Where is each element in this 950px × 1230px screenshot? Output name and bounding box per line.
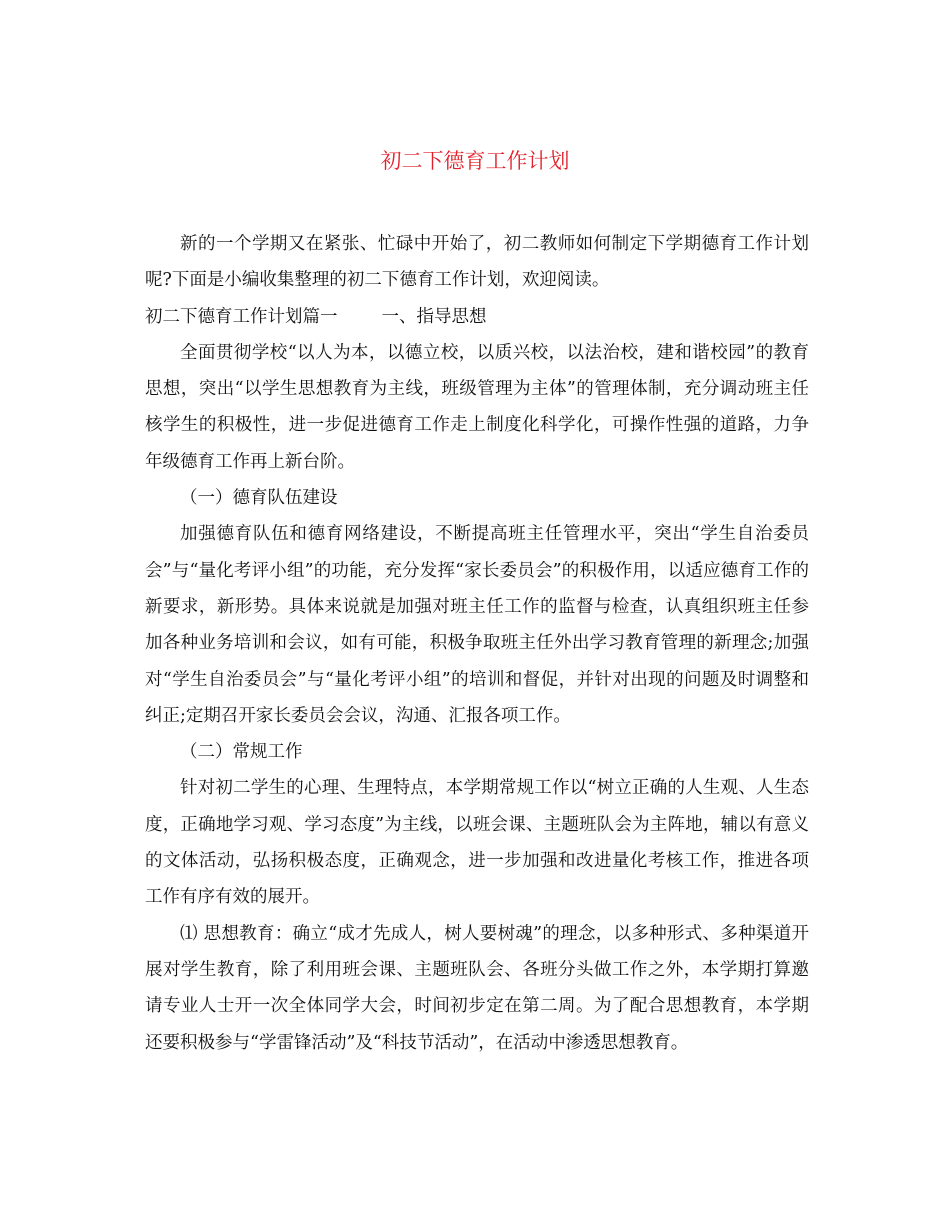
section-heading-line bbox=[145, 299, 809, 335]
guiding-paragraph: 全面贯彻学校“以人为本，以德立校，以质兴校，以法治校，建和谐校园”的教育思想，突出“以学生思想教育为主线，班级管理为主体”的管理体制，充分调动班主任核学生的积极性，进一步促进德育工作走上制度化科学化，可操作性强的道路，力争年级德育工作再上新台阶。 bbox=[145, 342, 809, 472]
intro-paragraph: 新的一个学期又在紧张、忙碌中开始了，初二教师如何制定下学期德育工作计划呢?下面是小编收集整理的初二下德育工作计划，欢迎阅读。 bbox=[145, 234, 809, 291]
sub2-paragraph: 针对初二学生的心理、生理特点，本学期常规工作以“树立正确的人生观、人生态度，正确地学习观、学习态度”为主线，以班会课、主题班队会为主阵地，辅以有意义的文体活动，弘扬积极态度，正确观念，进一步加强和改进量化考核工作，推进各项工作有序有效的展开。 bbox=[145, 778, 809, 908]
section-heading: 一、指导思想 bbox=[381, 306, 487, 327]
sub2-heading: （二）常规工作 bbox=[180, 742, 303, 763]
document-title: 初二下德育工作计划 bbox=[380, 149, 570, 173]
item1-paragraph: ⑴ 思想教育：确立“成才先成人，树人要树魂”的理念，以多种形式、多种渠道开展对学生教育，除了利用班会课、主题班队会、各班分头做工作之外，本学期打算邀请专业人士开一次全体同学大会，时间初步定在第二周。为了配合思想教育，本学期还要积极参与“学雷锋活动”及“科技节活动”，在活动中渗透思想教育。 bbox=[145, 923, 809, 1053]
section-label: 初二下德育工作计划篇一 bbox=[145, 306, 338, 327]
sub1-heading: （一）德育队伍建设 bbox=[180, 488, 338, 509]
document-body bbox=[145, 226, 809, 1061]
sub1-paragraph: 加强德育队伍和德育网络建设，不断提高班主任管理水平，突出“学生自治委员会”与“量化考评小组”的功能，充分发挥“家长委员会”的积极作用，以适应德育工作的新要求，新形势。具体来说就是加强对班主任工作的监督与检查，认真组织班主任参加各种业务培训和会议，如有可能，积极争取班主任外出学习教育管理的新理念;加强对“学生自治委员会”与“量化考评小组”的培训和督促，并针对出现的问题及时调整和纠正;定期召开家长委员会会议，沟通、汇报各项工作。 bbox=[145, 524, 809, 726]
